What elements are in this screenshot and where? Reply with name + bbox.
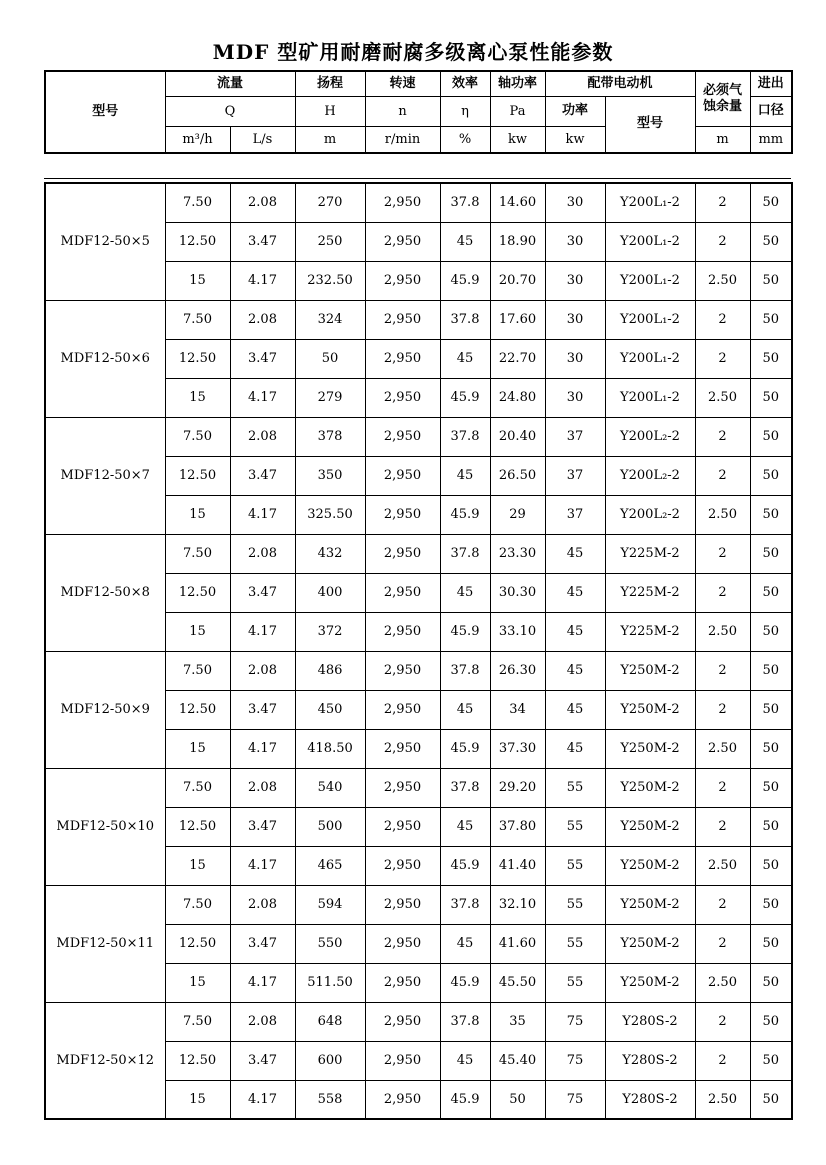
data-cell: 15	[165, 612, 230, 651]
header-npsh-line2: 蚀余量	[703, 98, 743, 114]
data-cell: 2.08	[230, 885, 295, 924]
data-cell: 2	[695, 417, 750, 456]
header-unit-head-m: m	[295, 126, 365, 153]
header-unit-m3h: m³/h	[165, 126, 230, 153]
data-cell: 18.90	[490, 222, 545, 261]
data-cell: Y225M-2	[605, 573, 695, 612]
data-cell: 45.40	[490, 1041, 545, 1080]
data-cell: 2	[695, 807, 750, 846]
header-unit-mm: mm	[750, 126, 792, 153]
data-cell: 45	[440, 339, 490, 378]
data-cell: Y250M-2	[605, 846, 695, 885]
data-cell: 50	[750, 612, 792, 651]
data-cell: Y200L₂-2	[605, 495, 695, 534]
data-cell: 450	[295, 690, 365, 729]
data-cell: 2,950	[365, 885, 440, 924]
data-cell: 3.47	[230, 924, 295, 963]
data-cell: 15	[165, 1080, 230, 1119]
data-cell: 15	[165, 729, 230, 768]
data-cell: 2.08	[230, 300, 295, 339]
data-cell: 2	[695, 183, 750, 222]
data-cell: 2,950	[365, 690, 440, 729]
pump-data-table	[44, 182, 793, 1120]
header-efficiency-symbol: η	[440, 96, 490, 126]
pump-model-cell: MDF12-50×12	[45, 1002, 165, 1119]
data-cell: 2,950	[365, 378, 440, 417]
data-cell: 30	[545, 222, 605, 261]
data-cell: 2	[695, 1041, 750, 1080]
data-cell: 3.47	[230, 1041, 295, 1080]
data-cell: 2,950	[365, 300, 440, 339]
data-cell: 50	[750, 183, 792, 222]
data-cell: 2.50	[695, 846, 750, 885]
data-cell: 45	[440, 222, 490, 261]
data-cell: 50	[490, 1080, 545, 1119]
data-cell: 50	[750, 690, 792, 729]
data-cell: 486	[295, 651, 365, 690]
data-cell: 20.40	[490, 417, 545, 456]
data-cell: 50	[750, 768, 792, 807]
data-cell: 648	[295, 1002, 365, 1041]
data-cell: 12.50	[165, 690, 230, 729]
data-cell: Y200L₂-2	[605, 456, 695, 495]
data-cell: 15	[165, 846, 230, 885]
data-cell: 2,950	[365, 768, 440, 807]
pump-model-cell: MDF12-50×7	[45, 417, 165, 534]
data-cell: 45	[440, 456, 490, 495]
data-cell: 2	[695, 924, 750, 963]
data-cell: 2.08	[230, 651, 295, 690]
header-motor-model: 型号	[605, 96, 695, 153]
data-cell: 45.9	[440, 261, 490, 300]
data-cell: 2	[695, 534, 750, 573]
data-cell: 270	[295, 183, 365, 222]
header-unit-npsh-m: m	[695, 126, 750, 153]
data-cell: 2,950	[365, 456, 440, 495]
data-cell: 45.50	[490, 963, 545, 1002]
header-model: 型号	[45, 71, 165, 153]
data-cell: 37.80	[490, 807, 545, 846]
data-cell: 2,950	[365, 573, 440, 612]
data-cell: 2,950	[365, 846, 440, 885]
data-cell: 37.8	[440, 768, 490, 807]
data-cell: 45.9	[440, 1080, 490, 1119]
data-cell: 50	[750, 885, 792, 924]
data-cell: 45	[545, 729, 605, 768]
data-cell: 50	[750, 924, 792, 963]
data-cell: 30	[545, 183, 605, 222]
data-cell: 2,950	[365, 222, 440, 261]
data-cell: 30	[545, 261, 605, 300]
data-cell: 2.08	[230, 183, 295, 222]
data-cell: 45.9	[440, 729, 490, 768]
data-cell: 50	[750, 417, 792, 456]
data-cell: Y250M-2	[605, 963, 695, 1002]
header-unit-percent: %	[440, 126, 490, 153]
data-cell: 50	[750, 456, 792, 495]
data-cell: 2,950	[365, 612, 440, 651]
header-motor: 配带电动机	[545, 71, 695, 96]
data-cell: 2	[695, 690, 750, 729]
pump-model-cell: MDF12-50×9	[45, 651, 165, 768]
data-cell: 26.30	[490, 651, 545, 690]
data-cell: 2,950	[365, 1080, 440, 1119]
data-cell: 2.50	[695, 1080, 750, 1119]
table-row	[45, 651, 792, 690]
data-cell: 12.50	[165, 924, 230, 963]
header-port-inout: 进出	[750, 71, 792, 96]
data-cell: 50	[750, 300, 792, 339]
data-cell: 37.8	[440, 300, 490, 339]
data-cell: 250	[295, 222, 365, 261]
data-cell: 540	[295, 768, 365, 807]
data-cell: 37.8	[440, 534, 490, 573]
data-cell: 29	[490, 495, 545, 534]
table-row	[45, 417, 792, 456]
header-npsh-line1: 必须气	[703, 82, 743, 98]
table-row	[45, 1002, 792, 1041]
data-cell: 45	[440, 573, 490, 612]
data-cell: 50	[750, 222, 792, 261]
data-cell: 12.50	[165, 807, 230, 846]
data-cell: 45	[545, 612, 605, 651]
data-cell: 2	[695, 651, 750, 690]
data-cell: Y250M-2	[605, 729, 695, 768]
data-cell: 3.47	[230, 222, 295, 261]
data-cell: 50	[750, 807, 792, 846]
data-cell: 2,950	[365, 1041, 440, 1080]
data-cell: 12.50	[165, 222, 230, 261]
data-cell: 2,950	[365, 1002, 440, 1041]
data-cell: 2	[695, 885, 750, 924]
data-cell: 7.50	[165, 183, 230, 222]
data-cell: 324	[295, 300, 365, 339]
data-cell: 75	[545, 1080, 605, 1119]
header-npsh	[695, 71, 750, 126]
data-cell: 600	[295, 1041, 365, 1080]
data-cell: 12.50	[165, 1041, 230, 1080]
data-cell: 2	[695, 222, 750, 261]
pump-model-cell: MDF12-50×5	[45, 183, 165, 300]
header-unit-ls: L/s	[230, 126, 295, 153]
data-cell: 50	[750, 1002, 792, 1041]
data-cell: 20.70	[490, 261, 545, 300]
data-cell: 50	[750, 339, 792, 378]
data-cell: 2.50	[695, 495, 750, 534]
data-cell: 2.08	[230, 768, 295, 807]
data-cell: 418.50	[295, 729, 365, 768]
header-port-diameter: 口径	[750, 96, 792, 126]
data-cell: Y250M-2	[605, 924, 695, 963]
data-cell: Y280S-2	[605, 1041, 695, 1080]
data-cell: 4.17	[230, 846, 295, 885]
header-shaft-power: 轴功率	[490, 71, 545, 96]
data-cell: 4.17	[230, 495, 295, 534]
data-cell: 37.8	[440, 183, 490, 222]
data-cell: 378	[295, 417, 365, 456]
data-cell: 29.20	[490, 768, 545, 807]
data-cell: 45	[440, 1041, 490, 1080]
page-title: MDF 型矿用耐磨耐腐多级离心泵性能参数	[212, 40, 614, 64]
data-cell: 2,950	[365, 339, 440, 378]
pump-model-cell: MDF12-50×10	[45, 768, 165, 885]
data-cell: 2.08	[230, 534, 295, 573]
data-cell: 500	[295, 807, 365, 846]
data-cell: 35	[490, 1002, 545, 1041]
data-cell: 34	[490, 690, 545, 729]
data-cell: Y200L₁-2	[605, 261, 695, 300]
data-cell: 325.50	[295, 495, 365, 534]
table-row	[45, 534, 792, 573]
pump-table-body	[45, 183, 792, 1119]
data-cell: 50	[750, 261, 792, 300]
pump-model-cell: MDF12-50×6	[45, 300, 165, 417]
data-cell: 7.50	[165, 300, 230, 339]
data-cell: 45.9	[440, 495, 490, 534]
data-cell: 50	[295, 339, 365, 378]
data-cell: 50	[750, 495, 792, 534]
data-cell: 3.47	[230, 339, 295, 378]
header-speed: 转速	[365, 71, 440, 96]
pump-model-cell: MDF12-50×11	[45, 885, 165, 1002]
data-cell: Y280S-2	[605, 1002, 695, 1041]
data-cell: 2,950	[365, 924, 440, 963]
pump-model-cell: MDF12-50×8	[45, 534, 165, 651]
data-cell: 2,950	[365, 651, 440, 690]
data-cell: 12.50	[165, 573, 230, 612]
data-cell: 45	[440, 807, 490, 846]
data-cell: 30	[545, 300, 605, 339]
data-cell: 15	[165, 495, 230, 534]
table-row	[45, 768, 792, 807]
data-cell: 2,950	[365, 417, 440, 456]
data-cell: 232.50	[295, 261, 365, 300]
data-cell: 594	[295, 885, 365, 924]
data-cell: 2.08	[230, 1002, 295, 1041]
header-efficiency: 效率	[440, 71, 490, 96]
data-cell: 15	[165, 378, 230, 417]
data-cell: Y225M-2	[605, 534, 695, 573]
data-cell: Y200L₁-2	[605, 222, 695, 261]
data-cell: 3.47	[230, 807, 295, 846]
data-cell: Y225M-2	[605, 612, 695, 651]
data-cell: 55	[545, 807, 605, 846]
data-cell: 45	[545, 573, 605, 612]
data-cell: 2.50	[695, 729, 750, 768]
data-cell: 7.50	[165, 885, 230, 924]
data-cell: 33.10	[490, 612, 545, 651]
data-cell: 2,950	[365, 261, 440, 300]
data-cell: 50	[750, 651, 792, 690]
header-motor-power: 功率	[545, 96, 605, 126]
data-cell: 550	[295, 924, 365, 963]
data-cell: Y250M-2	[605, 651, 695, 690]
data-cell: 2,950	[365, 729, 440, 768]
data-cell: Y200L₁-2	[605, 183, 695, 222]
data-cell: 32.10	[490, 885, 545, 924]
data-cell: 45	[545, 651, 605, 690]
data-cell: Y200L₁-2	[605, 378, 695, 417]
data-cell: 30	[545, 378, 605, 417]
data-cell: 37.8	[440, 1002, 490, 1041]
data-cell: 24.80	[490, 378, 545, 417]
header-table	[44, 70, 793, 154]
data-cell: 2	[695, 573, 750, 612]
data-cell: 2	[695, 768, 750, 807]
data-cell: Y200L₂-2	[605, 417, 695, 456]
header-speed-symbol: n	[365, 96, 440, 126]
header-unit-shaft-kw: kw	[490, 126, 545, 153]
data-cell: 50	[750, 729, 792, 768]
data-cell: 37	[545, 417, 605, 456]
data-cell: 7.50	[165, 651, 230, 690]
header-head-symbol: H	[295, 96, 365, 126]
data-cell: 2	[695, 300, 750, 339]
data-cell: 2,950	[365, 495, 440, 534]
data-cell: 3.47	[230, 456, 295, 495]
data-cell: 15	[165, 963, 230, 1002]
data-cell: 55	[545, 846, 605, 885]
data-cell: 37	[545, 456, 605, 495]
data-cell: 14.60	[490, 183, 545, 222]
data-cell: 7.50	[165, 1002, 230, 1041]
data-cell: 2,950	[365, 534, 440, 573]
table-row	[45, 300, 792, 339]
data-cell: 2.50	[695, 963, 750, 1002]
data-cell: Y250M-2	[605, 768, 695, 807]
data-cell: 3.47	[230, 690, 295, 729]
data-cell: 37.30	[490, 729, 545, 768]
data-cell: 350	[295, 456, 365, 495]
data-cell: 45	[545, 534, 605, 573]
data-cell: 55	[545, 768, 605, 807]
data-cell: 372	[295, 612, 365, 651]
data-cell: 465	[295, 846, 365, 885]
table-row	[45, 885, 792, 924]
data-cell: 12.50	[165, 456, 230, 495]
data-cell: 45.9	[440, 378, 490, 417]
data-cell: 558	[295, 1080, 365, 1119]
data-cell: 41.40	[490, 846, 545, 885]
data-cell: 45	[545, 690, 605, 729]
data-cell: 55	[545, 963, 605, 1002]
data-cell: 400	[295, 573, 365, 612]
data-cell: 45.9	[440, 963, 490, 1002]
data-cell: 2.08	[230, 417, 295, 456]
data-cell: 4.17	[230, 378, 295, 417]
data-cell: 15	[165, 261, 230, 300]
data-cell: 75	[545, 1041, 605, 1080]
data-cell: 30.30	[490, 573, 545, 612]
data-cell: 23.30	[490, 534, 545, 573]
data-cell: 37.8	[440, 885, 490, 924]
data-cell: 2.50	[695, 261, 750, 300]
data-cell: 4.17	[230, 1080, 295, 1119]
data-cell: 50	[750, 963, 792, 1002]
data-cell: 50	[750, 378, 792, 417]
data-cell: 45.9	[440, 612, 490, 651]
data-cell: 50	[750, 1080, 792, 1119]
data-cell: 50	[750, 1041, 792, 1080]
data-cell: 22.70	[490, 339, 545, 378]
data-cell: 4.17	[230, 612, 295, 651]
data-cell: 45	[440, 924, 490, 963]
data-cell: 4.17	[230, 729, 295, 768]
data-cell: Y200L₁-2	[605, 300, 695, 339]
table-top-rule	[44, 178, 791, 179]
data-cell: 2.50	[695, 612, 750, 651]
data-cell: 41.60	[490, 924, 545, 963]
data-cell: 75	[545, 1002, 605, 1041]
data-cell: Y250M-2	[605, 885, 695, 924]
data-cell: 30	[545, 339, 605, 378]
data-cell: 37.8	[440, 417, 490, 456]
header-unit-motor-kw: kw	[545, 126, 605, 153]
header-shaft-power-symbol: Pa	[490, 96, 545, 126]
data-cell: 7.50	[165, 768, 230, 807]
data-cell: 50	[750, 846, 792, 885]
data-cell: 7.50	[165, 534, 230, 573]
data-cell: 45.9	[440, 846, 490, 885]
data-cell: 279	[295, 378, 365, 417]
data-cell: 45	[440, 690, 490, 729]
data-cell: 3.47	[230, 573, 295, 612]
data-cell: 55	[545, 924, 605, 963]
data-cell: 432	[295, 534, 365, 573]
data-cell: 2,950	[365, 807, 440, 846]
header-unit-rmin: r/min	[365, 126, 440, 153]
table-row	[45, 183, 792, 222]
data-cell: 37	[545, 495, 605, 534]
data-cell: Y250M-2	[605, 690, 695, 729]
data-cell: 50	[750, 534, 792, 573]
data-cell: Y250M-2	[605, 807, 695, 846]
header-flow-symbol: Q	[165, 96, 295, 126]
data-cell: Y280S-2	[605, 1080, 695, 1119]
data-cell: 2,950	[365, 963, 440, 1002]
data-cell: 2	[695, 339, 750, 378]
data-cell: 511.50	[295, 963, 365, 1002]
header-flow: 流量	[165, 71, 295, 96]
data-cell: 2,950	[365, 183, 440, 222]
data-cell: 50	[750, 573, 792, 612]
data-cell: Y200L₁-2	[605, 339, 695, 378]
data-cell: 2	[695, 1002, 750, 1041]
data-cell: 26.50	[490, 456, 545, 495]
data-cell: 2.50	[695, 378, 750, 417]
data-cell: 2	[695, 456, 750, 495]
data-cell: 55	[545, 885, 605, 924]
data-cell: 17.60	[490, 300, 545, 339]
data-cell: 7.50	[165, 417, 230, 456]
data-cell: 4.17	[230, 963, 295, 1002]
data-cell: 12.50	[165, 339, 230, 378]
data-cell: 4.17	[230, 261, 295, 300]
header-head: 扬程	[295, 71, 365, 96]
data-cell: 37.8	[440, 651, 490, 690]
